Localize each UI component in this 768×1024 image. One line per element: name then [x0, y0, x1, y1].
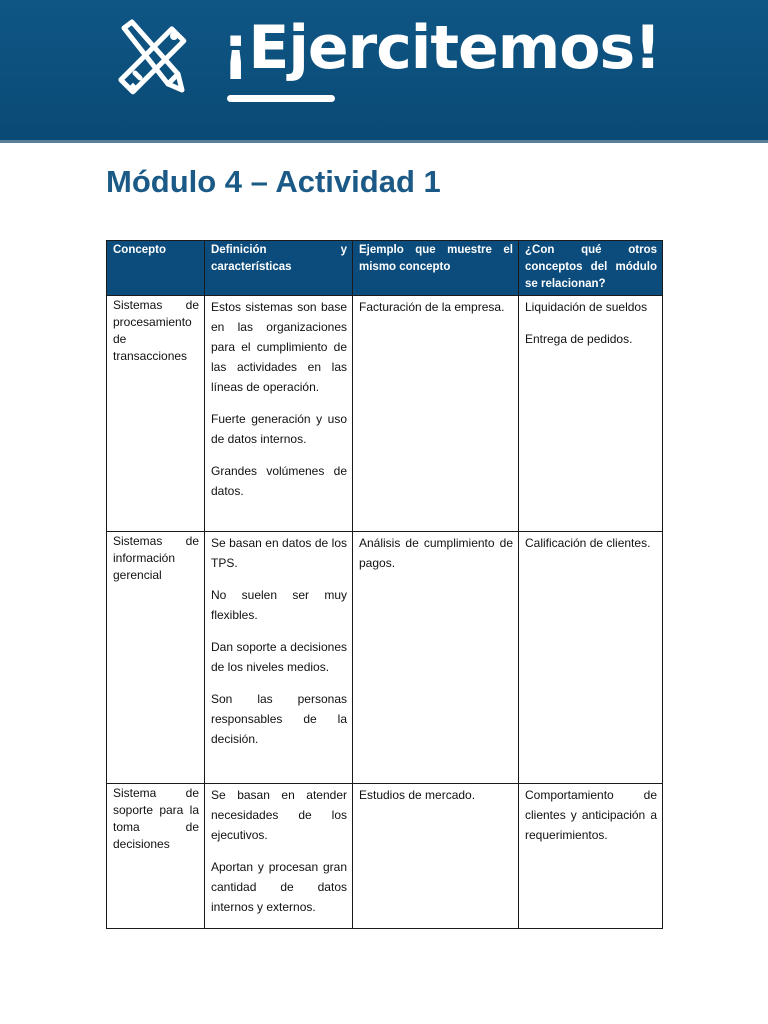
- table-row: [107, 532, 663, 784]
- page-title: Módulo 4 – Actividad 1: [106, 164, 441, 199]
- example-cell: [353, 532, 519, 784]
- header-concept: Concepto: [107, 241, 205, 296]
- banner-title: ¡Ejercitemos!: [222, 13, 661, 83]
- related-cell: [519, 532, 663, 784]
- definition-text: Se basan en datos de los TPS.: [211, 536, 347, 570]
- definition-text: Fuerte generación y uso de datos internos.: [211, 412, 347, 446]
- example-text: Estudios de mercado.: [359, 788, 476, 802]
- pencil-ruler-icon: [112, 18, 194, 102]
- example-cell: [353, 296, 519, 532]
- header-definition: Definición y características: [205, 241, 353, 296]
- banner-underline: [227, 95, 335, 102]
- concept-cell: Sistemas de procesamiento de transacciones: [107, 296, 205, 532]
- header-example: Ejemplo que muestre el mismo concepto: [353, 241, 519, 296]
- table-header-row: [107, 241, 663, 296]
- header-related: ¿Con qué otros conceptos del módulo se relacionan?: [519, 241, 663, 296]
- concept-cell: Sistema de soporte para la toma de decisiones: [107, 784, 205, 929]
- definition-cell: [205, 784, 353, 929]
- definition-cell: [205, 296, 353, 532]
- definition-text: Dan soporte a decisiones de los niveles medios.: [211, 640, 347, 674]
- related-text: Comportamiento de clientes y anticipación a requerimientos.: [525, 788, 657, 842]
- concept-cell: Sistemas de información gerencial: [107, 532, 205, 784]
- example-text: Análisis de cumplimiento de pagos.: [359, 536, 513, 570]
- definition-text: Se basan en atender necesidades de los ejecutivos.: [211, 788, 347, 842]
- banner-divider: [0, 140, 768, 143]
- header-banner: [0, 0, 768, 140]
- example-text: Facturación de la empresa.: [359, 300, 505, 314]
- definition-text: Aportan y procesan gran cantidad de datos internos y externos.: [211, 860, 347, 914]
- related-text: Liquidación de sueldos: [525, 300, 648, 314]
- related-text: Calificación de clientes.: [525, 536, 651, 550]
- definition-text: Grandes volúmenes de datos.: [211, 464, 347, 498]
- related-cell: [519, 296, 663, 532]
- table-row: [107, 296, 663, 532]
- definition-text: Son las personas responsables de la decisión.: [211, 692, 347, 746]
- activity-table: [106, 240, 663, 929]
- related-text: Entrega de pedidos.: [525, 332, 633, 346]
- table-row: [107, 784, 663, 929]
- definition-text: Estos sistemas son base en las organizaciones para el cumplimiento de las actividades en las líneas de operación.: [211, 300, 347, 394]
- definition-cell: [205, 532, 353, 784]
- example-cell: [353, 784, 519, 929]
- definition-text: No suelen ser muy flexibles.: [211, 588, 347, 622]
- related-cell: [519, 784, 663, 929]
